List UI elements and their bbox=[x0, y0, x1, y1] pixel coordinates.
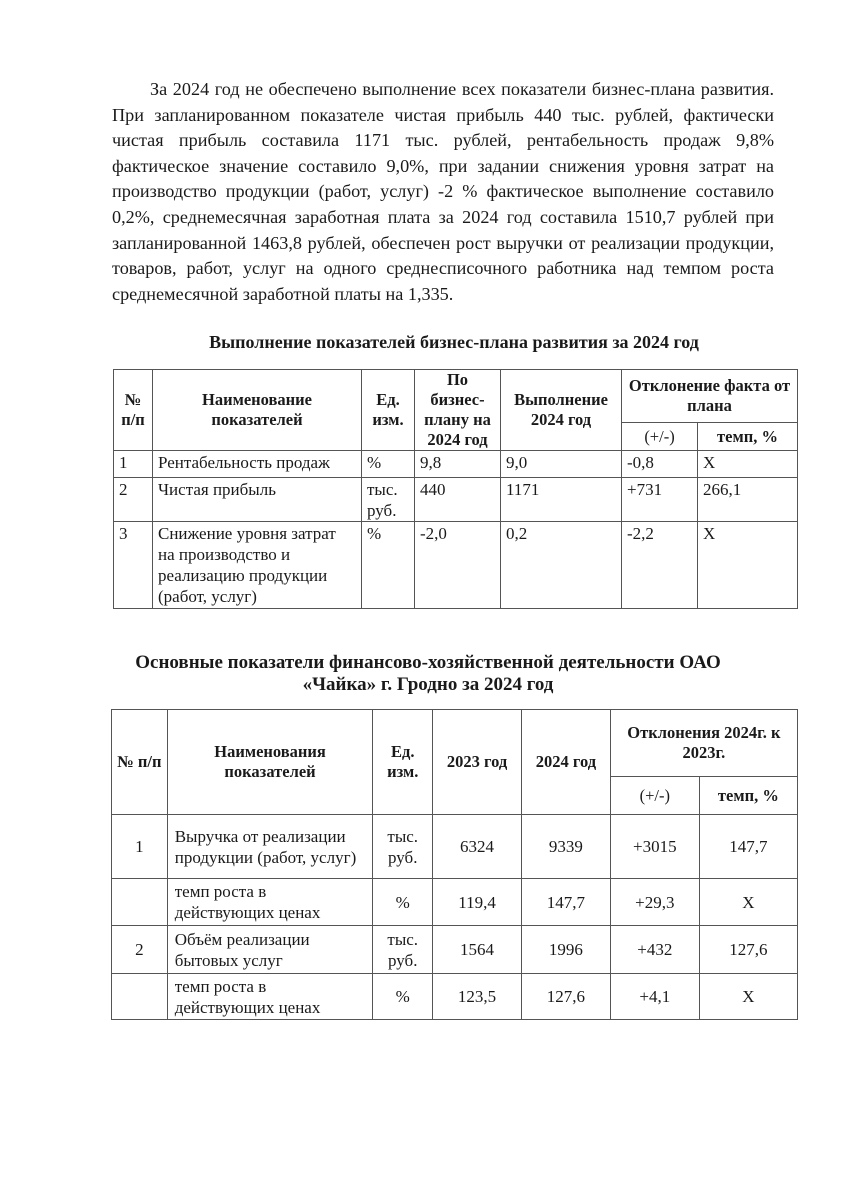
cell-rate: 127,6 bbox=[699, 926, 797, 974]
header-actual: Выполнение 2024 год bbox=[501, 370, 622, 451]
header-unit: Ед. изм. bbox=[362, 370, 415, 451]
header-plan: По бизнес-плану на 2024 год bbox=[415, 370, 501, 451]
cell-2023: 123,5 bbox=[433, 974, 522, 1020]
cell-actual: 0,2 bbox=[501, 522, 622, 609]
cell-num bbox=[112, 974, 168, 1020]
cell-rate: Х bbox=[698, 522, 798, 609]
cell-plan: -2,0 bbox=[415, 522, 501, 609]
cell-rate: Х bbox=[699, 974, 797, 1020]
table2-title-line2: «Чайка» г. Гродно за 2024 год bbox=[302, 674, 554, 695]
table-row bbox=[112, 815, 798, 879]
cell-unit: тыс. руб. bbox=[362, 478, 415, 522]
cell-unit: тыс. руб. bbox=[373, 815, 433, 879]
cell-name: Рентабельность продаж bbox=[153, 451, 362, 478]
cell-plan: 440 bbox=[415, 478, 501, 522]
header-diff: (+/-) bbox=[622, 423, 698, 451]
header-unit: Ед. изм. bbox=[373, 710, 433, 815]
cell-actual: 1171 bbox=[501, 478, 622, 522]
cell-name: Выручка от реализации продукции (работ, услуг) bbox=[167, 815, 373, 879]
cell-name: темп роста в действующих ценах bbox=[167, 974, 373, 1020]
cell-num: 1 bbox=[112, 815, 168, 879]
cell-2023: 6324 bbox=[433, 815, 522, 879]
cell-diff: +29,3 bbox=[610, 879, 699, 926]
cell-unit: тыс. руб. bbox=[373, 926, 433, 974]
cell-unit: % bbox=[362, 522, 415, 609]
cell-rate: 147,7 bbox=[699, 815, 797, 879]
header-2023: 2023 год bbox=[433, 710, 522, 815]
table1-title: Выполнение показателей бизнес-плана развития за 2024 год bbox=[209, 332, 699, 352]
cell-2024: 1996 bbox=[521, 926, 610, 974]
cell-diff: +731 bbox=[622, 478, 698, 522]
cell-diff: -2,2 bbox=[622, 522, 698, 609]
cell-2024: 127,6 bbox=[521, 974, 610, 1020]
header-diff: (+/-) bbox=[610, 777, 699, 815]
cell-name: Снижение уровня затрат на производство и реализацию продукции (работ, услуг) bbox=[153, 522, 362, 609]
table-row bbox=[114, 478, 798, 522]
header-rate: темп, % bbox=[698, 423, 798, 451]
table-row bbox=[114, 522, 798, 609]
cell-num: 3 bbox=[114, 522, 153, 609]
cell-2024: 9339 bbox=[521, 815, 610, 879]
table-row bbox=[112, 974, 798, 1020]
financial-indicators-table bbox=[111, 709, 798, 1020]
table-row bbox=[112, 926, 798, 974]
table2-title-line1: Основные показатели финансово-хозяйственной деятельности ОАО bbox=[135, 652, 721, 673]
cell-name: Объём реализации бытовых услуг bbox=[167, 926, 373, 974]
header-2024: 2024 год bbox=[521, 710, 610, 815]
table-row bbox=[114, 451, 798, 478]
cell-rate: 266,1 bbox=[698, 478, 798, 522]
cell-diff: +3015 bbox=[610, 815, 699, 879]
header-num: № п/п bbox=[112, 710, 168, 815]
cell-rate: Х bbox=[698, 451, 798, 478]
cell-num: 2 bbox=[112, 926, 168, 974]
cell-actual: 9,0 bbox=[501, 451, 622, 478]
header-name: Наименование показателей bbox=[153, 370, 362, 451]
cell-num bbox=[112, 879, 168, 926]
intro-paragraph: За 2024 год не обеспечено выполнение всех показатели бизнес-плана развития. При запланированном показателе чистая прибыль 440 тыс. рублей, фактически чистая прибыль составила 1171 тыс. рублей, рентабельность продаж 9,8% фактическое значение составило 9,0%, при задании снижения уровня затрат на производство продукции (работ, услуг) -2 % фактическое выполнение составило 0,2%, среднемесячная заработная плата за 2024 год составила 1510,7 рублей при запланированной 1463,8 рублей, обеспечен рост выручки от реализации продукции, товаров, работ, услуг на одного среднесписочного работника над темпом роста среднемесячной заработной платы на 1,335. bbox=[112, 79, 774, 304]
cell-rate: Х bbox=[699, 879, 797, 926]
table-row bbox=[112, 879, 798, 926]
cell-unit: % bbox=[373, 879, 433, 926]
business-plan-table bbox=[113, 369, 798, 609]
header-num: № п/п bbox=[114, 370, 153, 451]
header-deviation: Отклонение факта от плана bbox=[622, 370, 798, 423]
cell-2024: 147,7 bbox=[521, 879, 610, 926]
cell-name: Чистая прибыль bbox=[153, 478, 362, 522]
cell-diff: +4,1 bbox=[610, 974, 699, 1020]
header-rate: темп, % bbox=[699, 777, 797, 815]
cell-2023: 1564 bbox=[433, 926, 522, 974]
cell-unit: % bbox=[362, 451, 415, 478]
cell-plan: 9,8 bbox=[415, 451, 501, 478]
header-deviation: Отклонения 2024г. к 2023г. bbox=[610, 710, 797, 777]
cell-num: 1 bbox=[114, 451, 153, 478]
table2-title bbox=[4, 652, 848, 696]
cell-diff: +432 bbox=[610, 926, 699, 974]
cell-num: 2 bbox=[114, 478, 153, 522]
cell-unit: % bbox=[373, 974, 433, 1020]
header-name: Наименования показателей bbox=[167, 710, 373, 815]
cell-name: темп роста в действующих ценах bbox=[167, 879, 373, 926]
cell-2023: 119,4 bbox=[433, 879, 522, 926]
cell-diff: -0,8 bbox=[622, 451, 698, 478]
